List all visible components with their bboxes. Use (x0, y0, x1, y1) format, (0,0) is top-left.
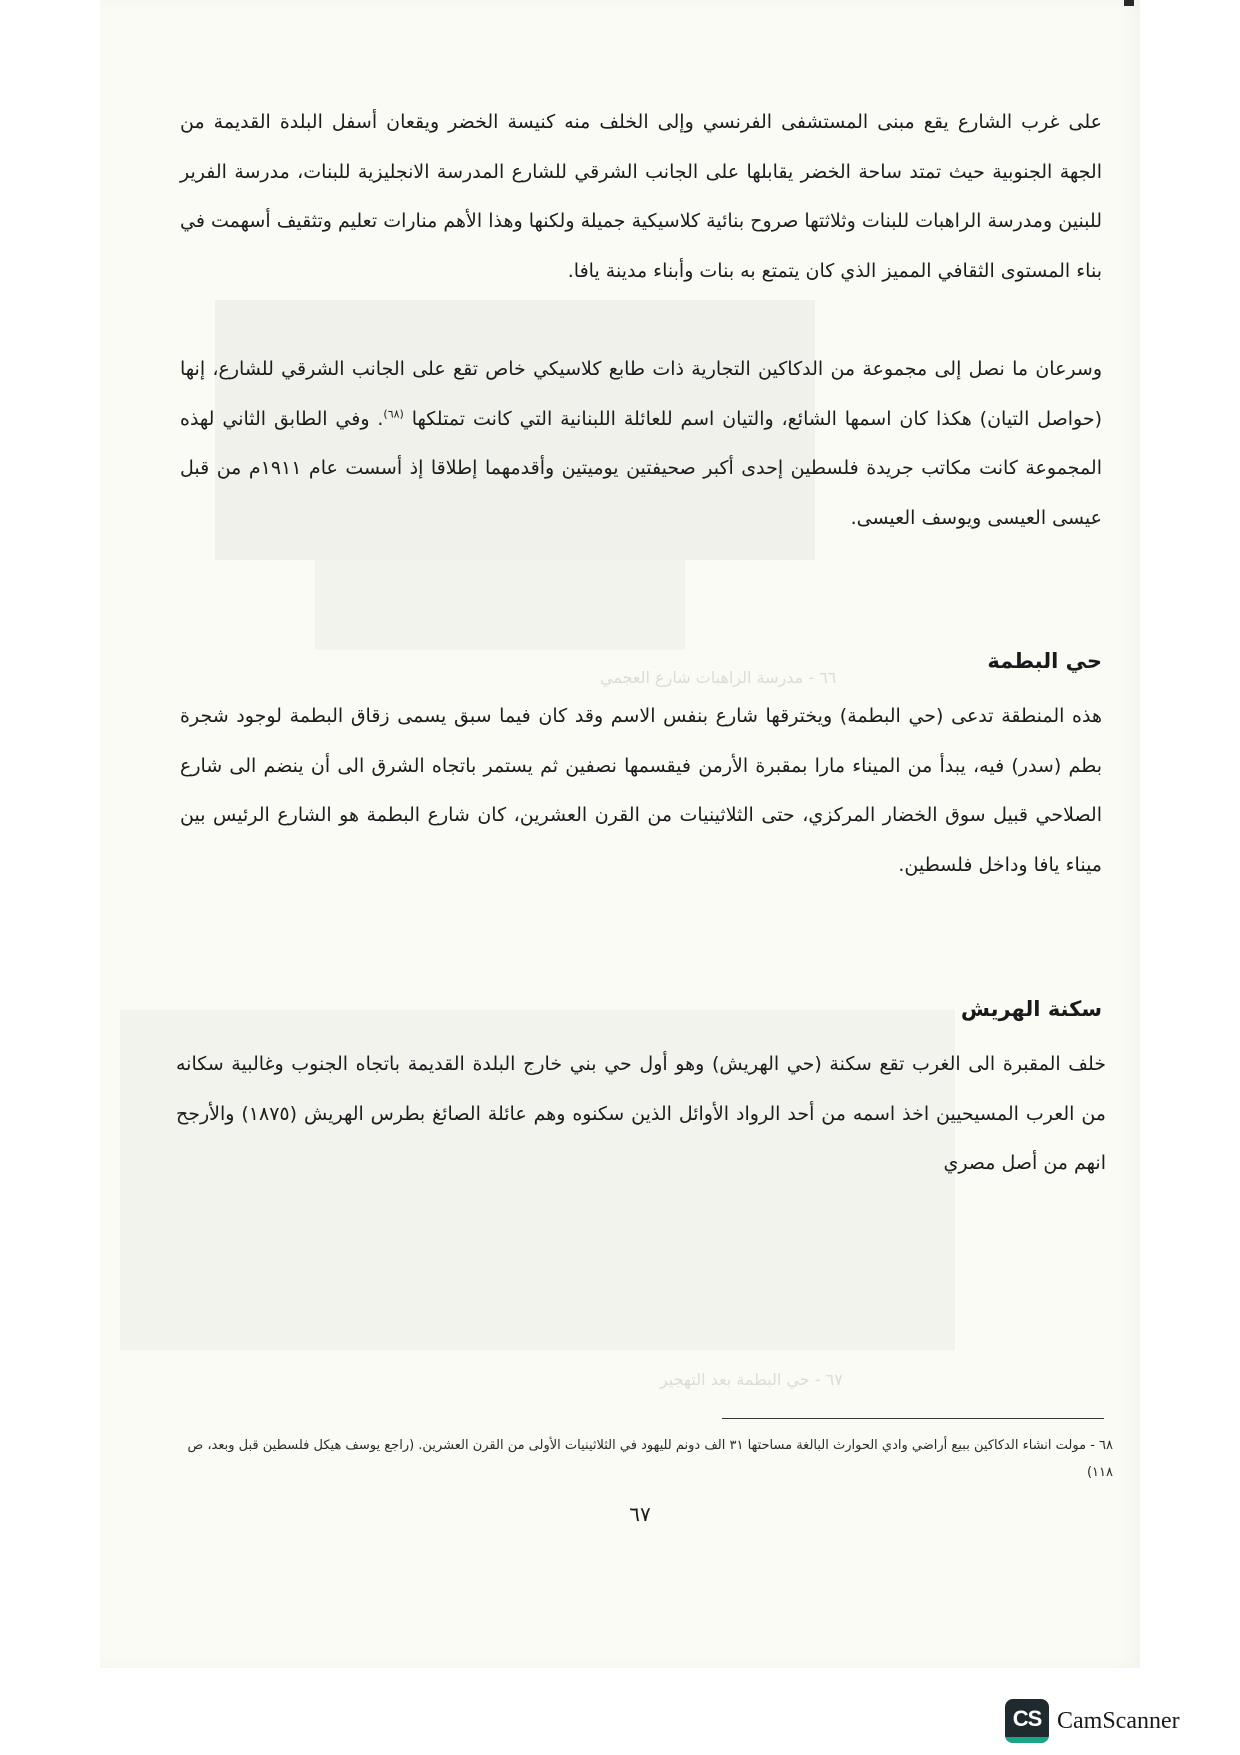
camscanner-logo-icon (1005, 1699, 1049, 1743)
bleed-through-caption: ٦٧ - حي البطمة بعد التهجير (660, 1370, 843, 1389)
bleed-through-image (315, 560, 685, 650)
paragraph-harish-quarter (176, 1040, 1106, 1189)
page-number: ٦٧ (629, 1502, 651, 1526)
section-heading-butma: حي البطمة (987, 649, 1102, 673)
bleed-through-caption: ٦٦ - مدرسة الراهبات شارع العجمي (600, 668, 837, 687)
camscanner-watermark (1005, 1698, 1180, 1744)
footnote-reference: (٦٨) (383, 407, 404, 421)
section-heading-harish: سكنة الهريش (960, 997, 1102, 1021)
paragraph-text: هذه المنطقة تدعى (حي البطمة) ويخترقها شارع بنفس الاسم وقد كان فيما سبق يسمى زقاق البطمة لوجود شجرة بطم (سدر) فيه، يبدأ من الميناء مارا بمقبرة الأرمن فيقسمها نصفين ثم يستمر باتجاه الشرق الى أن ينضم الى شارع الصلاحي قبيل سوق الخضار المركزي، حتى الثلاثينيات من القرن العشرين، كان شارع البطمة هو الشارع الرئيس بين ميناء يافا وداخل فلسطين. (180, 705, 1102, 876)
footnote-divider (722, 1418, 1104, 1419)
paragraph-butma-quarter (180, 692, 1102, 890)
paragraph-tayyan-shops (180, 345, 1102, 543)
paragraph-text (180, 345, 1102, 543)
paragraph-text-part: وسرعان ما نصل إلى مجموعة من الدكاكين التجارية ذات طابع كلاسيكي خاص تقع على الجانب الشرقي للشارع، إنها (حواصل التيان) هكذا كان اسمها الشائع، والتيان اسم للعائلة اللبنانية التي كانت تمتلكها (180, 358, 1103, 430)
camscanner-name: CamScanner (1057, 1707, 1180, 1734)
corner-mark (1124, 0, 1134, 6)
paragraph-text: خلف المقبرة الى الغرب تقع سكنة (حي الهريش) وهو أول حي بني خارج البلدة القديمة باتجاه الجنوب وغالبية سكانه من العرب المسيحيين اخذ اسمه من أحد الرواد الأوائل الذين سكنوه وهم عائلة الصائغ بطرس الهريش (١٨٧٥) والأرجح انهم من أصل مصري (176, 1053, 1106, 1174)
footnote: ٦٨ - مولت انشاء الدكاكين ببيع أراضي وادي الحوارث البالغة مساحتها ٣١ الف دونم لليهود في الثلاثينيات الأولى من القرن العشرين. (راجع يوسف هيكل فلسطين قبل وبعد، ص ١١٨) (187, 1438, 1113, 1480)
paragraph-french-hospital (180, 98, 1102, 296)
camscanner-logo-text: CS (1012, 1706, 1042, 1731)
paragraph-text-part: . وفي الطابق الثاني لهذه المجموعة كانت مكاتب جريدة فلسطين إحدى أكبر صحيفتين يوميتين وأقدمهما إطلاقا إذ أسست عام ١٩١١م من قبل عيسى العيسى ويوسف العيسى. (180, 407, 1102, 529)
paragraph-text: على غرب الشارع يقع مبنى المستشفى الفرنسي وإلى الخلف منه كنيسة الخضر ويقعان أسفل البلدة القديمة من الجهة الجنوبية حيث تمتد ساحة الخضر يقابلها على الجانب الشرقي للشارع المدرسة الانجليزية للبنات، مدرسة الفرير للبنين ومدرسة الراهبات للبنات وثلاثتها صروح بنائية كلاسيكية جميلة ولكنها وهذا الأهم منارات تعليم وتثقيف أسهمت في بناء المستوى الثقافي المميز الذي كان يتمتع به بنات وأبناء مدينة يافا. (180, 111, 1102, 282)
